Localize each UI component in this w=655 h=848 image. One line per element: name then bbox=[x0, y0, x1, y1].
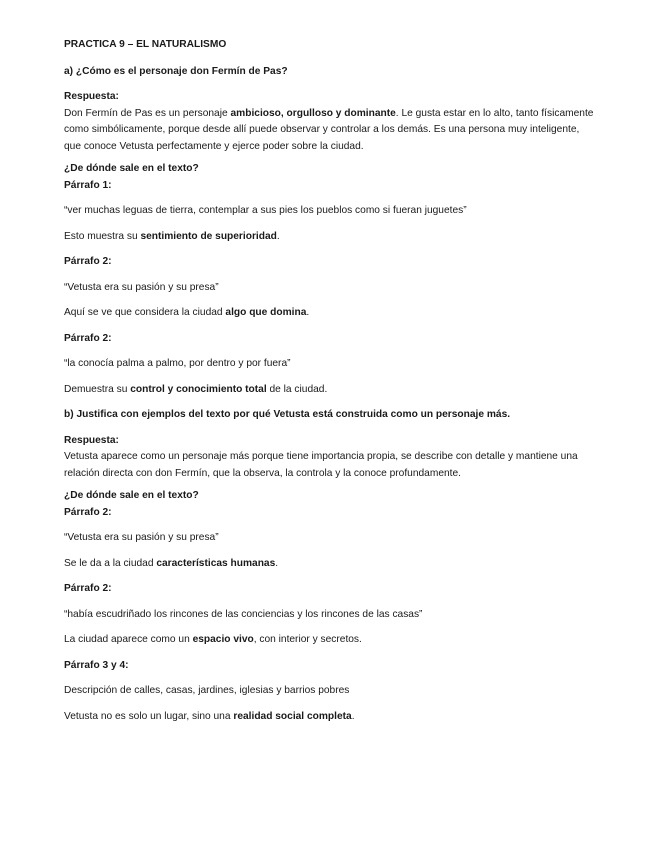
explanation-bold: control y conocimiento total bbox=[130, 383, 267, 395]
explanation-pre: Esto muestra su bbox=[64, 230, 141, 242]
source-heading-b: ¿De dónde sale en el texto? bbox=[64, 490, 199, 501]
quote: “Vetusta era su pasión y su presa” bbox=[64, 281, 219, 293]
question-b: b) Justifica con ejemplos del texto por qué Vetusta está construida como un personaje más. bbox=[64, 409, 511, 420]
explanation-post: . bbox=[351, 710, 355, 722]
explanation bbox=[64, 305, 594, 322]
explanation-bold: algo que domina bbox=[225, 307, 307, 318]
paragraph-heading: Párrafo 2: bbox=[64, 506, 112, 518]
document-title: PRACTICA 9 – EL NATURALISMO bbox=[64, 39, 227, 50]
answer-a-pre: Don Fermín de Pas es un personaje bbox=[64, 107, 231, 119]
explanation-pre: La ciudad aparece como un bbox=[64, 634, 193, 645]
question-a: a) ¿Cómo es el personaje don Fermín de Pas? bbox=[64, 65, 288, 77]
explanation bbox=[64, 382, 594, 399]
paragraph-heading: Párrafo 2: bbox=[64, 583, 112, 594]
source-item-a3 bbox=[64, 331, 594, 399]
quote: “Vetusta era su pasión y su presa” bbox=[64, 532, 219, 543]
answer-a-text bbox=[64, 106, 594, 156]
explanation bbox=[64, 556, 594, 573]
paragraph-heading: Párrafo 1: bbox=[64, 179, 112, 191]
explanation-bold: características humanas bbox=[156, 557, 276, 569]
document-page bbox=[64, 37, 594, 734]
quote: “ver muchas leguas de tierra, contemplar a sus pies los pueblos como si fueran juguetes” bbox=[64, 205, 467, 216]
source-heading-a: ¿De dónde sale en el texto? bbox=[64, 163, 199, 174]
explanation-bold: realidad social completa bbox=[233, 710, 352, 722]
explanation bbox=[64, 709, 594, 726]
explanation-post: . bbox=[276, 230, 280, 242]
paragraph-heading: Párrafo 2: bbox=[64, 256, 112, 267]
paragraph-heading: Párrafo 3 y 4: bbox=[64, 659, 129, 671]
quote: “la conocía palma a palmo, por dentro y por fuera” bbox=[64, 358, 291, 369]
explanation-post: . bbox=[275, 557, 279, 569]
source-item-b1 bbox=[64, 505, 594, 573]
explanation-bold: espacio vivo bbox=[192, 634, 254, 645]
source-item-b2 bbox=[64, 581, 594, 649]
answer-b-text: Vetusta aparece como un personaje más porque tiene importancia propia, se describe con detalle y mantiene una relación directa con don Fermín, que la observa, la controla y la conoce profundamente. bbox=[64, 451, 578, 479]
paragraph-heading: Párrafo 2: bbox=[64, 332, 112, 344]
explanation-pre: Se le da a la ciudad bbox=[64, 557, 157, 569]
section-b bbox=[64, 407, 594, 725]
explanation-bold: sentimiento de superioridad bbox=[140, 230, 277, 242]
quote: “había escudriñado los rincones de las conciencias y los rincones de las casas” bbox=[64, 608, 423, 620]
source-item-a1 bbox=[64, 178, 594, 246]
explanation-pre: Vetusta no es solo un lugar, sino una bbox=[64, 710, 234, 722]
explanation-post: de la ciudad. bbox=[266, 383, 328, 395]
answer-a-bold: ambicioso, orgulloso y dominante bbox=[230, 107, 396, 119]
explanation-pre: Demuestra su bbox=[64, 383, 131, 395]
explanation-pre: Aquí se ve que considera la ciudad bbox=[64, 307, 226, 318]
explanation-post: , con interior y secretos. bbox=[253, 634, 362, 645]
answer-b-label: Respuesta: bbox=[64, 434, 119, 446]
source-item-a2 bbox=[64, 254, 594, 322]
quote: Descripción de calles, casas, jardines, iglesias y barrios pobres bbox=[64, 685, 350, 696]
section-a bbox=[64, 64, 594, 399]
answer-a-post: . Le gusta estar en lo alto, tanto físicamente como simbólicamente, porque desde allí puede observar y controlar a los demás. Es una persona muy inteligente, que conoce Vetusta perfectamente y ejerce poder sobre la ciudad. bbox=[64, 107, 594, 152]
explanation bbox=[64, 229, 594, 246]
explanation-post: . bbox=[306, 307, 310, 318]
explanation bbox=[64, 632, 594, 649]
answer-a-label: Respuesta: bbox=[64, 91, 119, 102]
source-item-b3 bbox=[64, 658, 594, 726]
